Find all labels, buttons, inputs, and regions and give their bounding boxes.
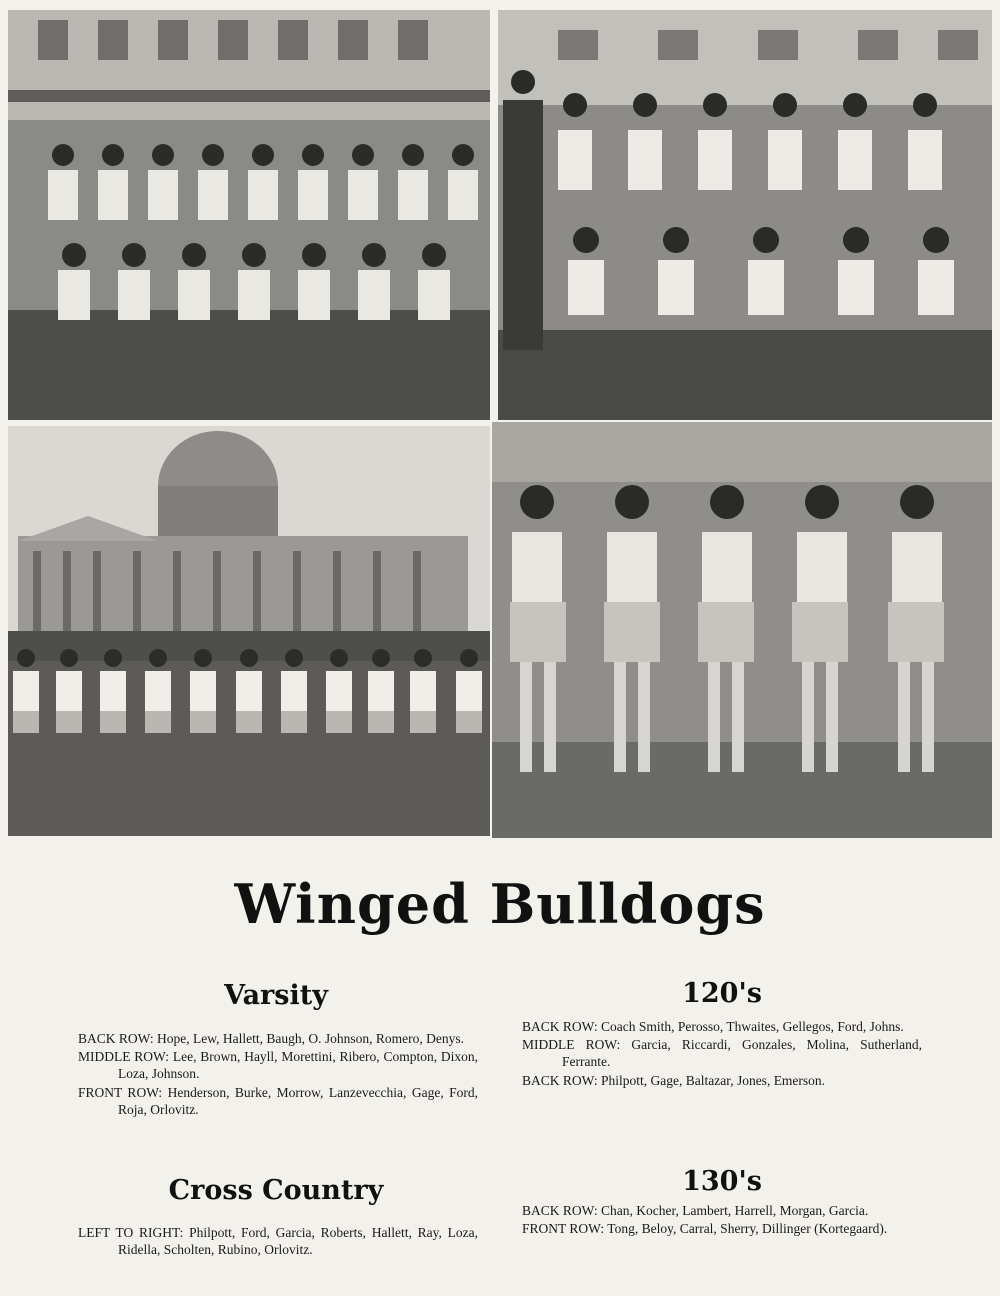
row-names: Tong, Beloy, Carral, Sherry, Dillinger (Kortegaard). xyxy=(607,1221,888,1237)
130s-roster xyxy=(522,1202,922,1238)
row-names: Henderson, Burke, Morrow, Lanzevecchia, Gage, Ford, Roja, Orlovitz. xyxy=(118,1084,478,1117)
row-label: MIDDLE ROW: xyxy=(522,1037,621,1053)
120s-team-photo xyxy=(498,10,992,420)
varsity-heading: Varsity xyxy=(224,980,328,1011)
row-names: Philpott, Gage, Baltazar, Jones, Emerson. xyxy=(601,1072,826,1088)
cross-country-team-photo xyxy=(8,426,490,836)
120s-roster xyxy=(522,1018,922,1090)
130s-heading: 130's xyxy=(682,1166,762,1197)
roster-row xyxy=(78,1048,478,1082)
row-label: BACK ROW: xyxy=(522,1072,598,1088)
row-names: Garcia, Riccardi, Gonzales, Molina, Sutherland, Ferrante. xyxy=(562,1037,922,1070)
varsity-roster xyxy=(78,1030,478,1119)
page-title: Winged Bulldogs xyxy=(234,872,766,936)
row-label: FRONT ROW: xyxy=(78,1084,163,1100)
row-label: BACK ROW: xyxy=(522,1203,598,1218)
row-names: Philpott, Ford, Garcia, Roberts, Hallett, Ray, Loza, Ridella, Scholten, Rubino, Orlovitz. xyxy=(118,1225,478,1258)
roster-row xyxy=(522,1220,922,1237)
varsity-team-photo xyxy=(8,10,490,420)
cross-country-roster xyxy=(78,1224,478,1259)
row-label: LEFT TO RIGHT: xyxy=(78,1225,184,1240)
row-names: Chan, Kocher, Lambert, Harrell, Morgan, Garcia. xyxy=(601,1203,869,1218)
roster-row xyxy=(522,1072,922,1089)
roster-row xyxy=(78,1030,478,1047)
120s-heading: 120's xyxy=(682,978,762,1009)
130s-team-photo xyxy=(492,422,992,838)
cross-country-heading: Cross Country xyxy=(168,1175,384,1206)
roster-row xyxy=(78,1084,478,1118)
roster-row xyxy=(522,1018,922,1035)
row-names: Lee, Brown, Hayll, Morettini, Ribero, Compton, Dixon, Loza, Johnson. xyxy=(118,1049,479,1082)
roster-row xyxy=(522,1202,922,1219)
row-names: Coach Smith, Perosso, Thwaites, Gellegos, Ford, Johns. xyxy=(601,1019,904,1034)
roster-row xyxy=(522,1036,922,1070)
roster-row xyxy=(78,1224,478,1258)
row-label: BACK ROW: xyxy=(522,1019,598,1034)
row-label: BACK ROW: xyxy=(78,1031,154,1046)
row-label: FRONT ROW: xyxy=(522,1221,605,1237)
row-label: MIDDLE ROW: xyxy=(78,1049,170,1065)
row-names: Hope, Lew, Hallett, Baugh, O. Johnson, Romero, Denys. xyxy=(157,1031,464,1046)
